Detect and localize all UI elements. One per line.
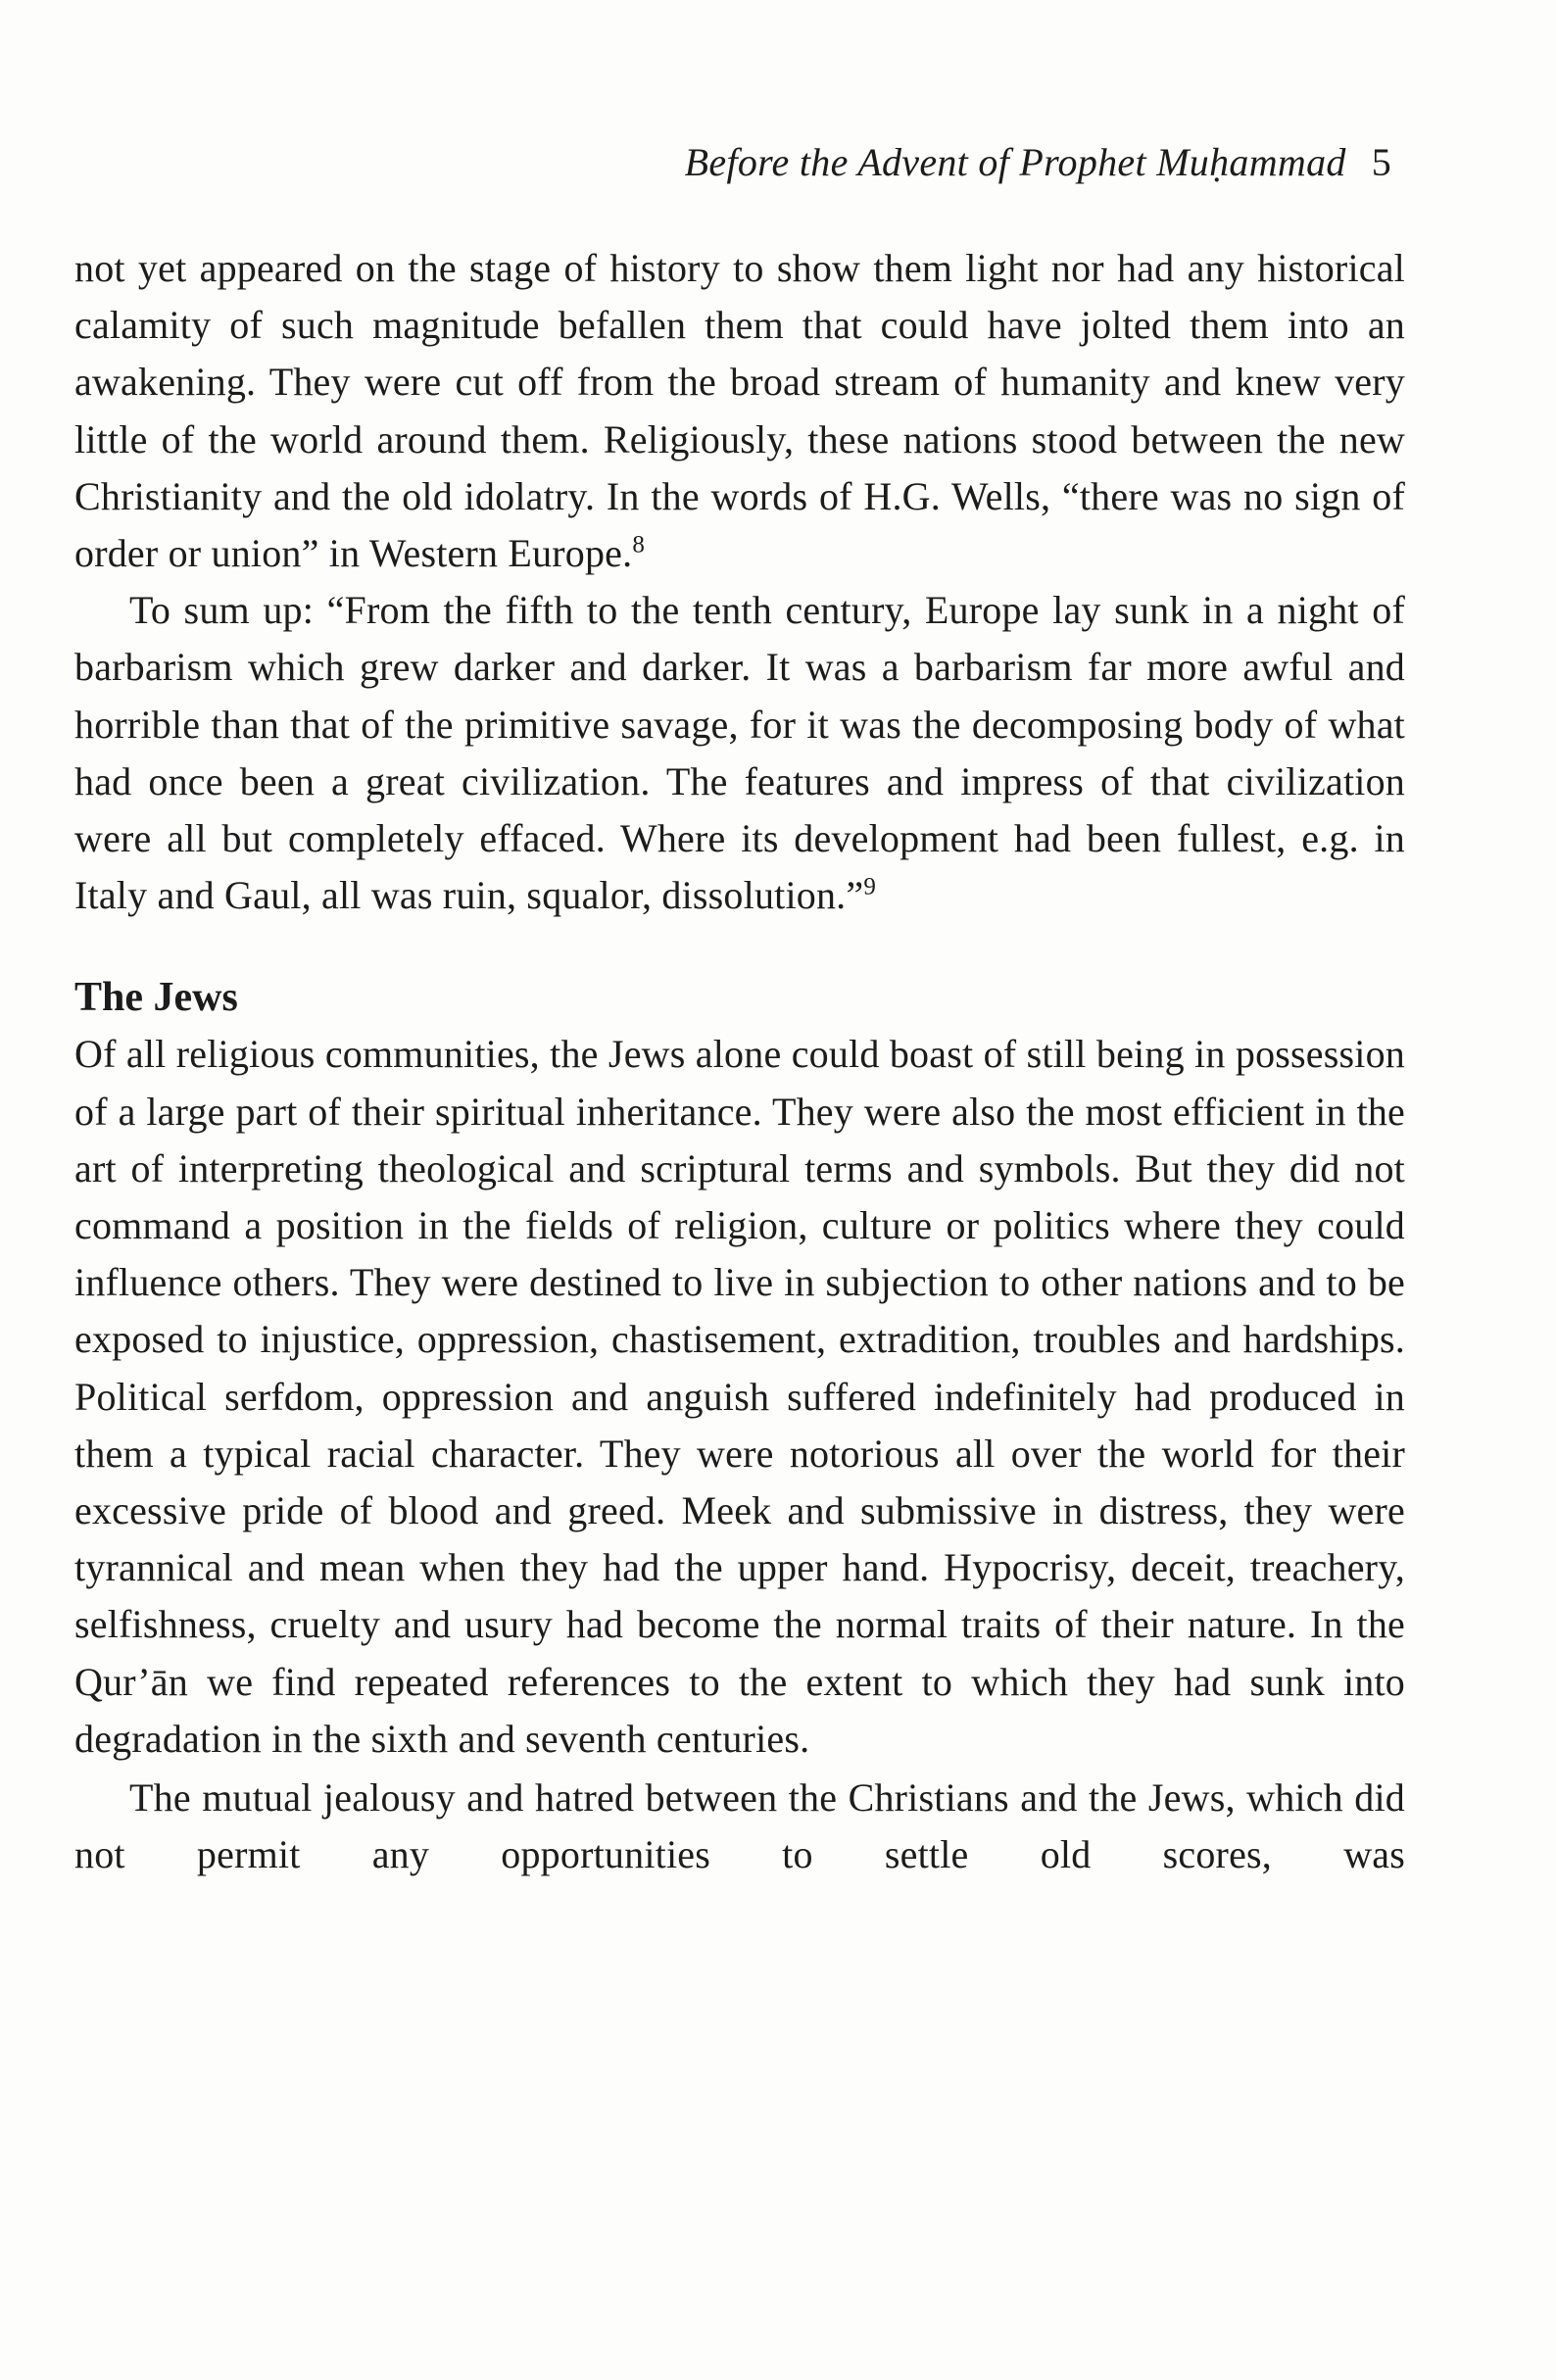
paragraph-jews: Of all religious communities, the Jews alone could boast of still being in possession of a large part of their spiritual inheritance. They were also the most efficient in the art of interpreting theological and scriptural terms and symbols. But they did not command a position in the fields of religion, culture or politics where they could influence others. They were destined to live in subjection to other nations and to be exposed to injustice, oppression, chastisement, extradition, troubles and hardships. Political serfdom, oppression and anguish suffered indefinitely had produced in them a typical racial character. They were notorious all over the world for their excessive pride of blood and greed. Meek and submissive in distress, they were tyrannical and mean when they had the upper hand. Hypocrisy, deceit, treachery, selfishness, cruelty and usury had become the normal traits of their nature. In the Qur’ān we find repeated references to the extent to which they had sunk into degradation in the sixth and seventh centuries. xyxy=(74,1032,1405,1761)
paragraph-text: not yet appeared on the stage of history to show them light nor had any historical calamity of such magnitude befallen them that could have jolted them into an awakening. They were cut off from the broad stream of humanity and knew very little of the world around them. Religiously, these nations stood between the new Christianity and the old idolatry. In the words of H.G. Wells, “there was no sign of order or union” in Western Europe. xyxy=(74,246,1405,576)
footnote-marker: 9 xyxy=(863,873,877,900)
running-head xyxy=(685,139,1391,185)
page-number: 5 xyxy=(1371,140,1391,184)
paragraph-summary xyxy=(74,582,1405,924)
running-title: Before the Advent of Prophet Muḥammad xyxy=(684,140,1346,184)
paragraph-mutual-jealousy: The mutual jealousy and hatred between the Christians and the Jews, which did not permit any opportunities to settle old scores, was xyxy=(74,1775,1405,1877)
section-heading: The Jews xyxy=(74,975,238,1021)
text-block xyxy=(74,240,1405,1883)
paragraph-text: To sum up: “From the fifth to the tenth century, Europe lay sunk in a night of barbarism which grew darker and darker. It was a barbarism far more awful and horrible than that of the primitive savage, for it was the decomposing body of what had once been a great civilization. The features and impress of that civilization were all but completely effaced. Where its development had been fullest, e.g. in Italy and Gaul, all was ruin, squalor, dissolution.” xyxy=(74,588,1405,918)
footnote-marker: 8 xyxy=(632,531,646,559)
paragraph-continuation xyxy=(74,240,1405,582)
